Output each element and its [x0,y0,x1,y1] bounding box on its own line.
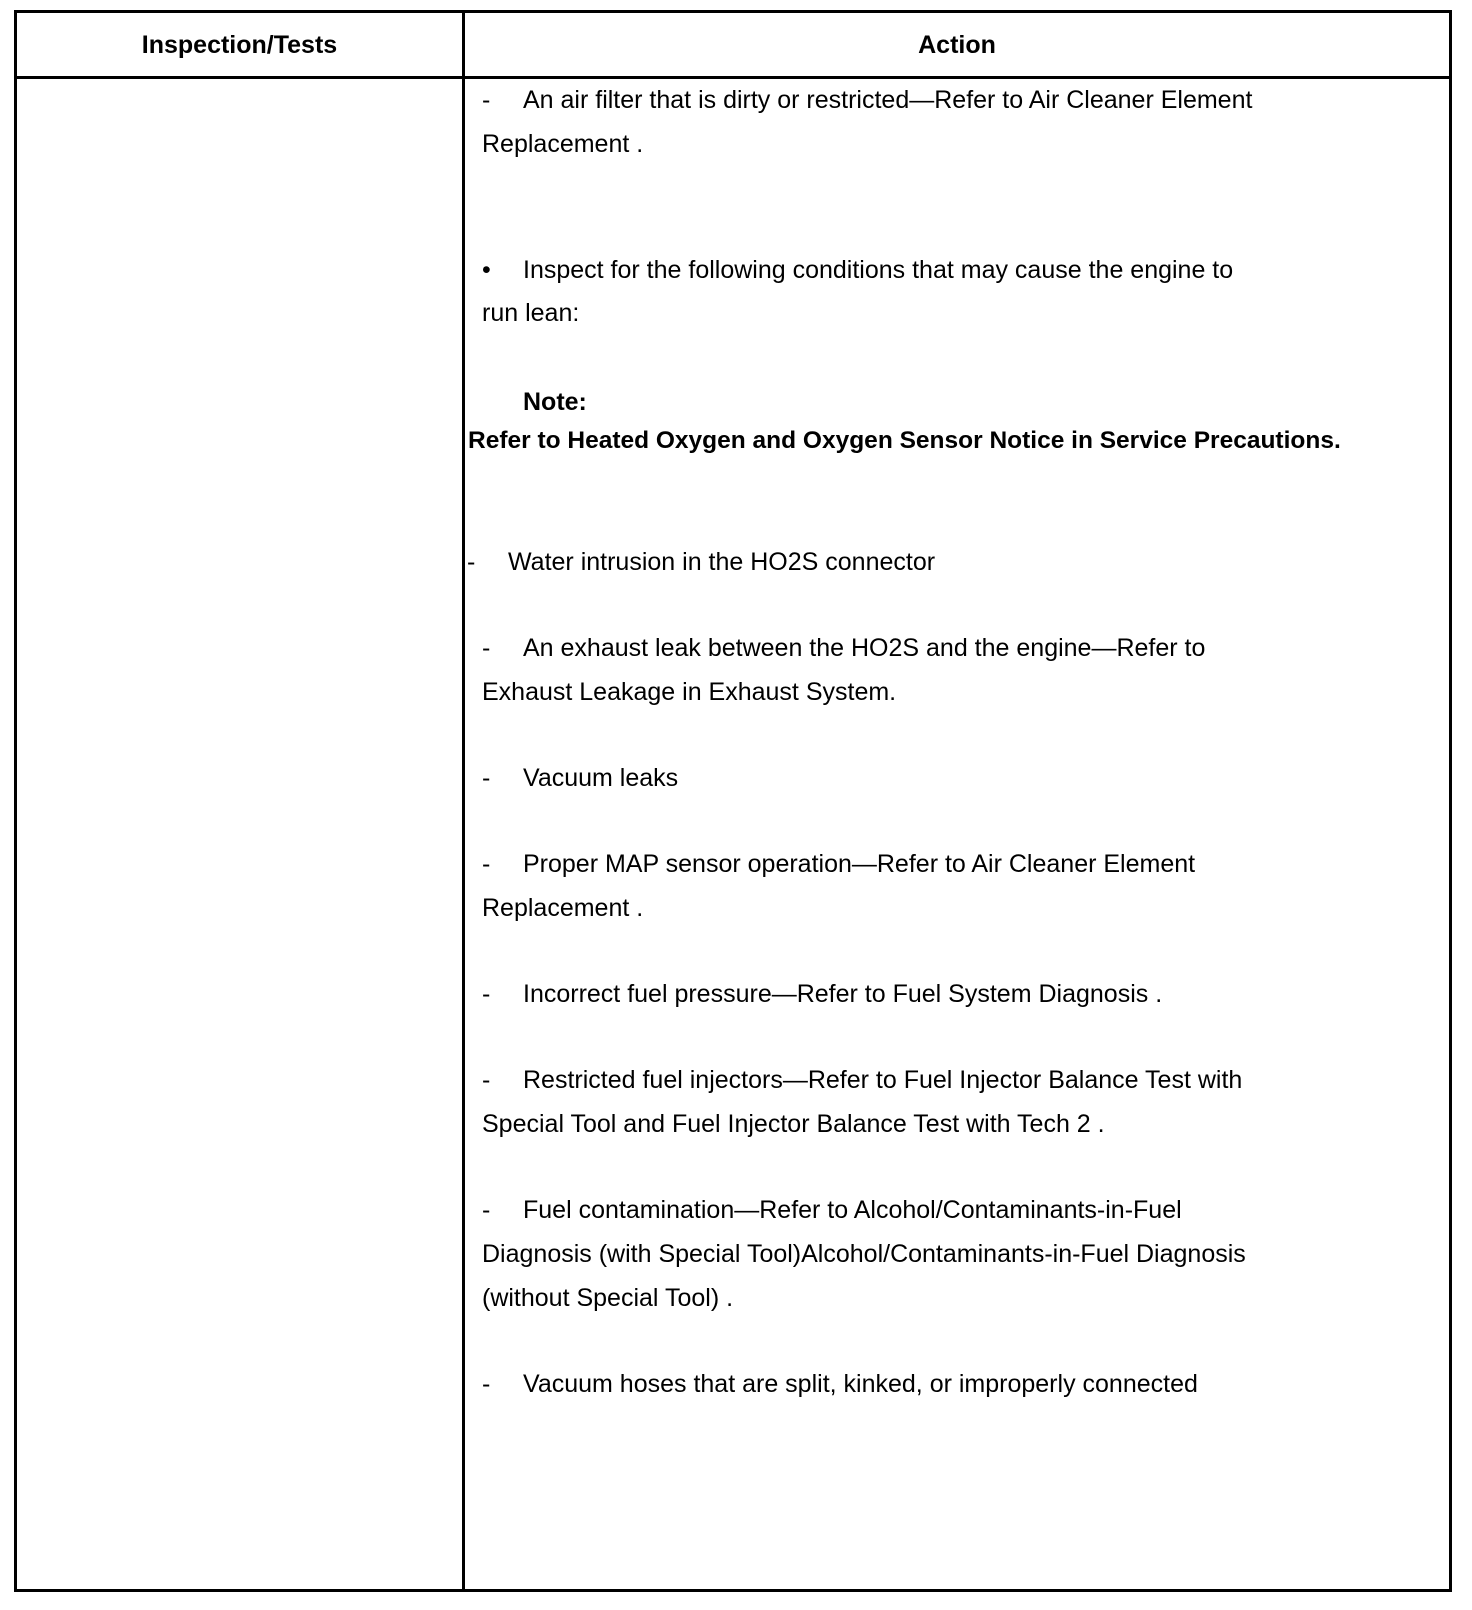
action-item-inspect-cont: run lean: [482,299,580,327]
dash-marker: - [482,86,491,114]
action-item-text: Inspect for the following conditions that may cause the engine to [523,256,1234,284]
action-item-exhaust-leak-cont: Exhaust Leakage in Exhaust System. [482,678,897,706]
dash-marker: - [482,850,491,878]
dash-marker: - [482,980,491,1008]
action-item-water-intrusion [467,546,935,578]
action-item-text: Water intrusion in the HO2S connector [508,548,936,576]
action-item-fuel-contamination-cont2: (without Special Tool) . [482,1284,734,1312]
dash-marker: - [482,1196,491,1224]
dash-marker: - [482,1370,491,1398]
dash-marker: - [467,548,476,576]
action-item-text: Incorrect fuel pressure—Refer to Fuel System Diagnosis . [523,980,1163,1008]
action-item-text: Restricted fuel injectors—Refer to Fuel Injector Balance Test with [523,1066,1243,1094]
action-item-fuel-injectors-cont: Special Tool and Fuel Injector Balance Test with Tech 2 . [482,1110,1105,1138]
action-item-text: An air filter that is dirty or restricted—Refer to Air Cleaner Element [523,86,1253,114]
action-item-vacuum-leaks [482,762,678,794]
dash-marker: - [482,634,491,662]
action-item-fuel-contamination [482,1194,1182,1226]
note-text: Refer to Heated Oxygen and Oxygen Sensor Notice in Service Precautions. [468,427,1341,454]
table-frame [14,10,1452,1592]
bullet-marker: • [482,256,491,284]
action-item-text: Fuel contamination—Refer to Alcohol/Contaminants-in-Fuel [523,1196,1182,1224]
action-item-text: Vacuum leaks [523,764,679,792]
note-label: Note: [523,388,587,416]
header-divider [14,76,1452,79]
header-action: Action [918,31,996,59]
dash-marker: - [482,764,491,792]
action-item-air-filter-cont: Replacement . [482,130,644,158]
action-item-fuel-pressure [482,978,1162,1010]
dash-marker: - [482,1066,491,1094]
action-item-text: An exhaust leak between the HO2S and the engine—Refer to [523,634,1206,662]
action-item-inspect [482,254,1233,286]
action-item-fuel-contamination-cont1: Diagnosis (with Special Tool)Alcohol/Contaminants-in-Fuel Diagnosis [482,1240,1246,1268]
action-item-vacuum-hoses [482,1368,1198,1400]
action-item-text: Proper MAP sensor operation—Refer to Air Cleaner Element [523,850,1196,878]
action-item-map-sensor-cont: Replacement . [482,894,644,922]
column-divider [462,10,465,1592]
action-item-text: Vacuum hoses that are split, kinked, or improperly connected [523,1370,1198,1398]
action-item-air-filter [482,84,1252,116]
action-item-fuel-injectors [482,1064,1242,1096]
header-inspection-tests: Inspection/Tests [141,31,338,59]
action-item-map-sensor [482,848,1195,880]
action-item-exhaust-leak [482,632,1205,664]
